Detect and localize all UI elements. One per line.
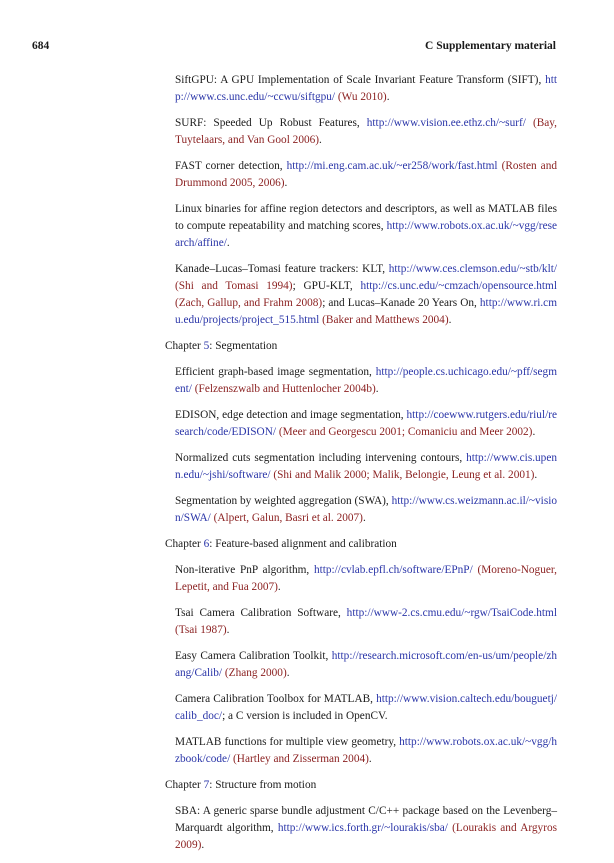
entry-text: Segmentation by weighted aggregation (SWA), (175, 495, 392, 507)
resource-url-link[interactable]: http://coewww.rutgers.edu/riul/research/code/EDISON/ (175, 409, 557, 438)
entry-text: . (319, 134, 322, 146)
resource-entry (175, 115, 557, 149)
entry-text (526, 117, 533, 129)
entry-text: ; GPU-KLT, (292, 280, 361, 292)
resource-entry (175, 158, 557, 192)
chapter-prefix: Chapter (165, 340, 204, 352)
resource-url-link[interactable]: http://mi.eng.cam.ac.uk/~er258/work/fast.html (286, 160, 498, 172)
resource-entry (175, 605, 557, 639)
resource-entry (175, 72, 557, 106)
citation-link[interactable]: (Zach, Gallup, and Frahm 2008) (175, 297, 323, 309)
entry-text: . (286, 667, 290, 679)
citation-link[interactable]: (Alpert, Galun, Basri et al. 2007) (213, 512, 363, 524)
entry-text: SURF: Speeded Up Robust Features, (175, 117, 367, 129)
entry-text: ; a C version is included in OpenCV. (222, 710, 388, 722)
resource-url-link[interactable]: http://research.microsoft.com/en-us/um/people/zhang/Calib/ (175, 650, 557, 679)
chapter-number-link[interactable]: 5 (203, 340, 210, 352)
resource-url-link[interactable]: http://people.cs.uchicago.edu/~pff/segment/ (175, 366, 557, 395)
resource-entry (175, 261, 557, 329)
entry-text: . (201, 839, 205, 851)
chapter-heading (165, 338, 557, 355)
citation-link[interactable]: (Hartley and Zisserman 2004) (233, 753, 369, 765)
entry-text: EDISON, edge detection and image segmentation, (175, 409, 407, 421)
entry-text: . (534, 469, 538, 481)
entry-text: Non-iterative PnP algorithm, (175, 564, 314, 576)
resource-entry (175, 407, 557, 441)
resource-url-link[interactable]: http://www-2.cs.cmu.edu/~rgw/TsaiCode.html (346, 607, 557, 619)
chapter-title: : Structure from motion (209, 779, 317, 791)
citation-link[interactable]: (Bay, Tuytelaars, and Van Gool 2006) (175, 117, 557, 146)
resource-entry (175, 691, 557, 725)
entry-text: ; and Lucas–Kanade 20 Years On, (322, 297, 480, 309)
citation-link[interactable]: (Shi and Tomasi 1994) (175, 280, 293, 292)
resource-entry (175, 562, 557, 596)
entry-text: . (386, 91, 390, 103)
page-header (32, 40, 556, 56)
citation-link[interactable]: (Lourakis and Argyros 2009) (175, 822, 558, 851)
entry-text: . (362, 512, 366, 524)
chapter-heading (165, 777, 557, 794)
resource-url-link[interactable]: http://www.cs.weizmann.ac.il/~vision/SWA/ (175, 495, 557, 524)
entry-text: MATLAB functions for multiple view geometry, (175, 736, 400, 748)
resource-list (165, 72, 557, 863)
chapter-prefix: Chapter (165, 538, 204, 550)
citation-link[interactable]: (Felzenszwalb and Huttenlocher 2004b) (194, 383, 376, 395)
citation-link[interactable]: (Meer and Georgescu 2001; Comaniciu and Meer 2002) (278, 426, 533, 438)
resource-entry (175, 364, 557, 398)
entry-text: . (277, 581, 281, 593)
running-title: C Supplementary material (425, 40, 556, 52)
entry-text: . (375, 383, 379, 395)
chapter-number-link[interactable]: 6 (203, 538, 210, 550)
entry-text: FAST corner detection, (175, 160, 287, 172)
entry-text: Linux binaries for affine region detectors and descriptors, as well as MATLAB files to compute repeatability and matching scores, (175, 203, 557, 232)
resource-url-link[interactable]: http://www.robots.ox.ac.uk/~vgg/research/affine/ (175, 220, 557, 249)
entry-text: Normalized cuts segmentation including intervening contours, (175, 452, 467, 464)
resource-entry (175, 450, 557, 484)
resource-url-link[interactable]: http://cvlab.epfl.ch/software/EPnP/ (313, 564, 473, 576)
entry-text: Tsai Camera Calibration Software, (175, 607, 347, 619)
entry-text: . (226, 624, 230, 636)
chapter-title: : Feature-based alignment and calibration (209, 538, 397, 550)
resource-entry (175, 803, 557, 854)
citation-link[interactable]: (Rosten and Drummond 2005, 2006) (175, 160, 557, 189)
resource-url-link[interactable]: http://www.ics.forth.gr/~lourakis/sba/ (277, 822, 448, 834)
citation-link[interactable]: (Baker and Matthews 2004) (322, 314, 449, 326)
entry-text: Kanade–Lucas–Tomasi feature trackers: KLT, (175, 263, 389, 275)
resource-url-link[interactable]: http://www.vision.caltech.edu/bouguetj/calib_doc/ (175, 693, 557, 722)
chapter-number-link[interactable]: 7 (203, 779, 210, 791)
entry-text: Camera Calibration Toolbox for MATLAB, (175, 693, 377, 705)
resource-url-link[interactable]: http://cs.unc.edu/~cmzach/opensource.html (360, 280, 557, 292)
entry-text: SBA: A generic sparse bundle adjustment C/C++ package based on the Levenberg–Marquardt algorithm, (175, 805, 557, 834)
resource-url-link[interactable]: http://www.ces.clemson.edu/~stb/klt/ (388, 263, 557, 275)
resource-entry (175, 734, 557, 768)
entry-text: Easy Camera Calibration Toolkit, (175, 650, 332, 662)
resource-url-link[interactable]: http://www.vision.ee.ethz.ch/~surf/ (366, 117, 526, 129)
entry-text: . (226, 237, 230, 249)
resource-entry (175, 648, 557, 682)
chapter-title: : Segmentation (209, 340, 278, 352)
chapter-prefix: Chapter (165, 779, 204, 791)
chapter-heading (165, 536, 557, 553)
resource-url-link[interactable]: http://www.cis.upenn.edu/~jshi/software/ (175, 452, 557, 481)
resource-entry (175, 201, 557, 252)
entry-text: SiftGPU: A GPU Implementation of Scale Invariant Feature Transform (SIFT), (175, 74, 546, 86)
entry-text: . (368, 753, 372, 765)
citation-link[interactable]: (Zhang 2000) (224, 667, 287, 679)
citation-link[interactable]: (Moreno-Noguer, Lepetit, and Fua 2007) (175, 564, 557, 593)
resource-url-link[interactable]: http://www.cs.unc.edu/~ccwu/siftgpu/ (175, 74, 557, 103)
entry-text: . (284, 177, 288, 189)
citation-link[interactable]: (Shi and Malik 2000; Malik, Belongie, Leung et al. 2001) (273, 469, 535, 481)
entry-text: . (448, 314, 452, 326)
citation-link[interactable]: (Wu 2010) (337, 91, 387, 103)
resource-entry (175, 493, 557, 527)
entry-text: Efficient graph-based image segmentation, (175, 366, 376, 378)
page-number: 684 (32, 40, 50, 52)
entry-text: . (532, 426, 536, 438)
citation-link[interactable]: (Tsai 1987) (175, 624, 227, 636)
resource-url-link[interactable]: http://www.robots.ox.ac.uk/~vgg/hzbook/code/ (175, 736, 557, 765)
resource-url-link[interactable]: http://www.ri.cmu.edu/projects/project_515.html (175, 297, 557, 326)
